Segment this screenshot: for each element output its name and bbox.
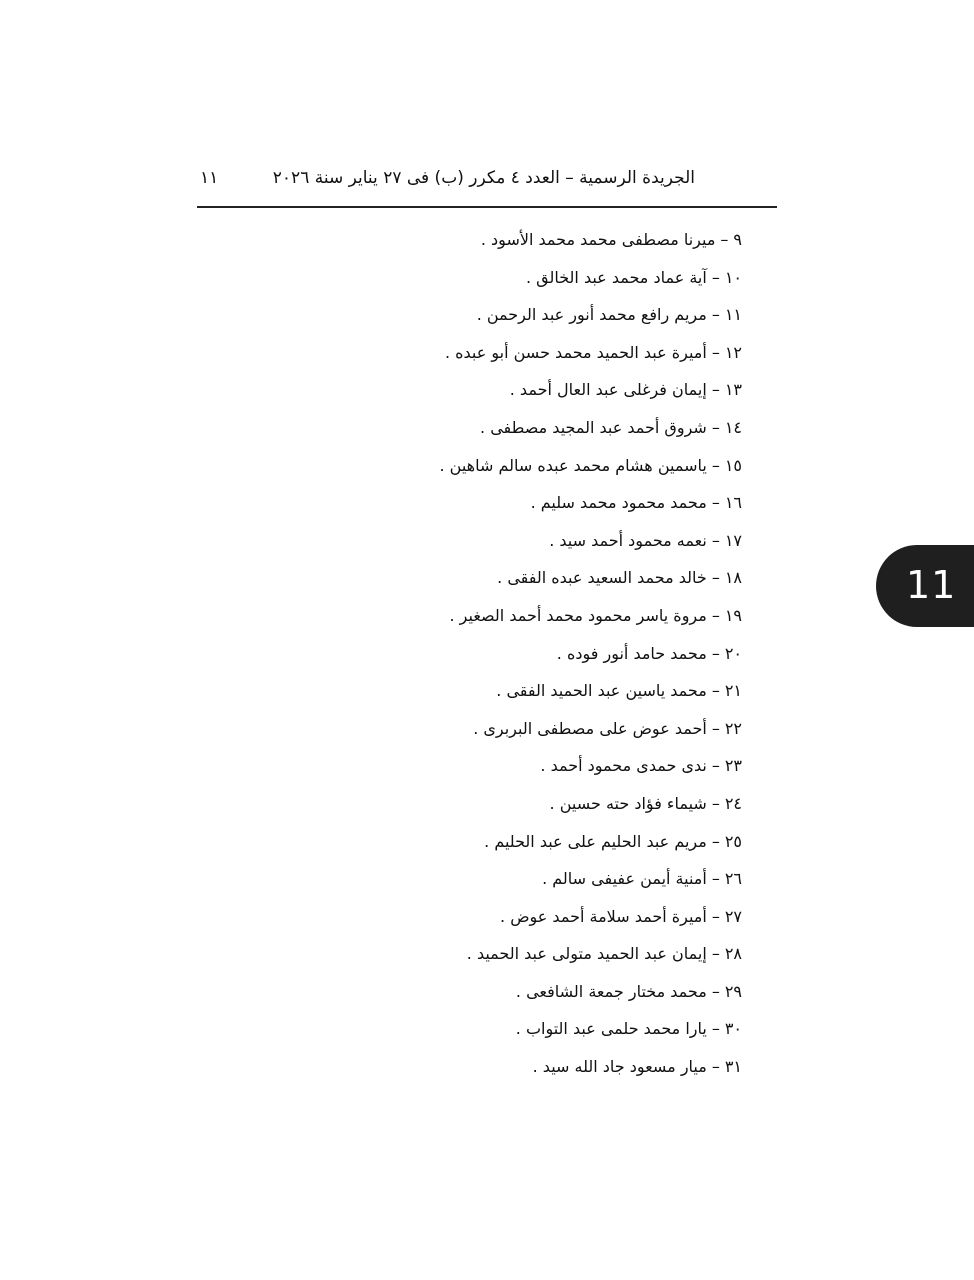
item-name: محمد ياسين عبد الحميد الفقى . (496, 681, 707, 701)
item-number: ١٨ (724, 568, 742, 588)
item-number: ٢٨ (724, 944, 742, 964)
list-item (322, 898, 742, 936)
list-item (322, 710, 742, 748)
item-number: ١٦ (724, 493, 742, 513)
item-name: محمد مختار جمعة الشافعى . (515, 981, 707, 1001)
item-number: ٢٩ (724, 981, 742, 1001)
item-dash: – (711, 455, 720, 475)
item-dash: – (711, 380, 720, 400)
item-number: ١٥ (724, 455, 742, 475)
item-name: مريم عبد الحليم على عبد الحليم . (484, 831, 707, 851)
item-dash: – (711, 530, 720, 550)
item-dash: – (711, 1057, 720, 1077)
item-name: خالد محمد السعيد عبده الفقى . (497, 568, 707, 588)
list-item (322, 973, 742, 1011)
list-item (322, 409, 742, 447)
item-name: إيمان فرغلى عبد العال أحمد . (509, 380, 707, 400)
item-dash: – (711, 944, 720, 964)
item-name: يارا محمد حلمى عبد التواب . (515, 1019, 707, 1039)
item-number: ١٧ (724, 530, 742, 550)
list-item (322, 259, 742, 297)
item-dash: – (711, 568, 720, 588)
item-name: أمنية أيمن عفيفى سالم . (542, 869, 707, 889)
item-name: شيماء فؤاد حته حسين . (549, 793, 707, 813)
list-item (322, 296, 742, 334)
item-number: ٢٠ (724, 643, 742, 663)
list-item (322, 635, 742, 673)
item-dash: – (711, 605, 720, 625)
item-number: ١٢ (724, 342, 742, 362)
item-number: ٢٧ (724, 906, 742, 926)
item-name: مروة ياسر محمود محمد أحمد الصغير . (449, 605, 707, 625)
list-item (322, 522, 742, 560)
item-dash: – (711, 869, 720, 889)
item-number: ١٤ (724, 417, 742, 437)
list-item (322, 559, 742, 597)
item-name: إيمان عبد الحميد متولى عبد الحميد . (466, 944, 707, 964)
item-number: ٣٠ (724, 1019, 742, 1039)
item-name: ميار مسعود جاد الله سيد . (532, 1057, 707, 1077)
list-item (322, 371, 742, 409)
item-dash: – (711, 1019, 720, 1039)
item-name: مريم رافع محمد أنور عبد الرحمن . (476, 305, 707, 325)
item-number: ١١ (724, 305, 742, 325)
item-name: محمد محمود محمد سليم . (530, 493, 707, 513)
item-name: ندى حمدى محمود أحمد . (540, 756, 707, 776)
list-item (322, 672, 742, 710)
list-item (322, 823, 742, 861)
item-dash: – (711, 342, 720, 362)
list-item (322, 1048, 742, 1086)
list-item (322, 597, 742, 635)
item-dash: – (711, 417, 720, 437)
item-dash: – (711, 981, 720, 1001)
item-name: أميرة أحمد سلامة أحمد عوض . (500, 906, 707, 926)
list-item (322, 747, 742, 785)
list-item (322, 484, 742, 522)
page-header (197, 166, 777, 196)
item-dash: – (711, 906, 720, 926)
list-item (322, 860, 742, 898)
item-dash: – (711, 831, 720, 851)
item-name: ميرنا مصطفى محمد محمد الأسود . (480, 230, 716, 249)
item-name: شروق أحمد عبد المجيد مصطفى . (480, 417, 707, 437)
item-dash: – (711, 493, 720, 513)
item-number: ١٣ (724, 380, 742, 400)
item-dash: – (711, 643, 720, 663)
item-dash: – (711, 756, 720, 776)
item-number: ٢٣ (724, 756, 742, 776)
header-page-number: ١١ (200, 168, 219, 188)
item-dash: – (720, 230, 729, 249)
item-name: نعمه محمود أحمد سيد . (549, 530, 707, 550)
item-name: أميرة عبد الحميد محمد حسن أبو عبده . (444, 342, 707, 362)
item-number: ٣١ (724, 1057, 742, 1077)
item-dash: – (711, 267, 720, 287)
list-item (322, 935, 742, 973)
item-number: ٢٦ (724, 869, 742, 889)
page-tab-number: 11 (906, 563, 957, 607)
item-number: ٩ (733, 230, 742, 249)
header-divider (197, 206, 777, 208)
list-item (322, 785, 742, 823)
item-name: آية عماد محمد عبد الخالق . (525, 267, 707, 287)
item-dash: – (711, 681, 720, 701)
list-item (322, 221, 742, 259)
item-number: ٢٥ (724, 831, 742, 851)
item-number: ٢٤ (724, 793, 742, 813)
item-name: ياسمين هشام محمد عبده سالم شاهين . (439, 455, 707, 475)
item-number: ٢١ (724, 681, 742, 701)
names-list (322, 221, 742, 1086)
header-title: الجريدة الرسمية – العدد ٤ مكرر (ب) فى ٢٧ يناير سنة ٢٠٢٦ (272, 168, 695, 188)
page-tab (876, 545, 974, 627)
list-item (322, 334, 742, 372)
item-dash: – (711, 793, 720, 813)
item-number: ١٩ (724, 605, 742, 625)
item-dash: – (711, 305, 720, 325)
item-number: ٢٢ (724, 718, 742, 738)
item-name: أحمد عوض على مصطفى البربرى . (473, 718, 707, 738)
list-item (322, 1010, 742, 1048)
list-item (322, 447, 742, 485)
item-dash: – (711, 718, 720, 738)
item-number: ١٠ (724, 267, 742, 287)
item-name: محمد حامد أنور فوده . (556, 643, 707, 663)
